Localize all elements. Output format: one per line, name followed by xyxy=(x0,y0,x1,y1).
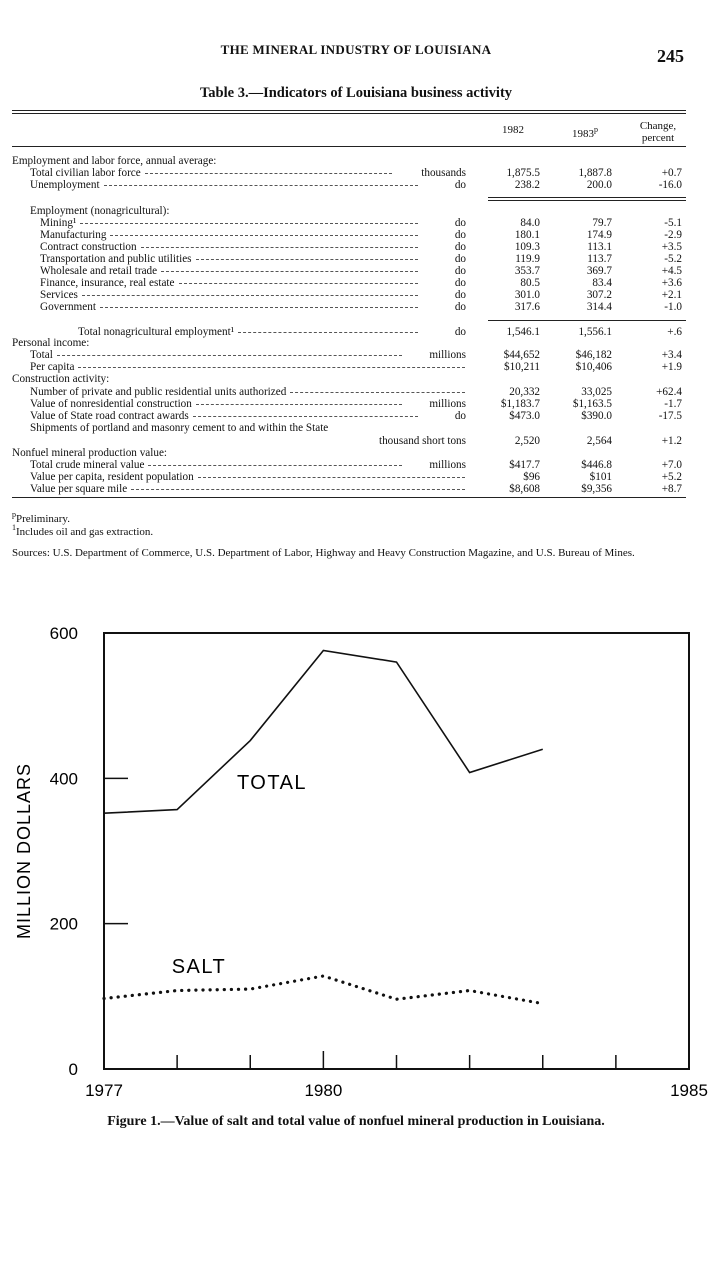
cell-v1982: $8,608 xyxy=(509,483,540,495)
col-header-change: Change, percent xyxy=(639,120,677,144)
header-rule xyxy=(12,146,686,147)
cell-change: +3.6 xyxy=(661,277,682,289)
cell-v1983: 200.0 xyxy=(586,179,612,191)
row-unit: do xyxy=(454,289,466,301)
table-row xyxy=(0,361,712,373)
series-label-salt: SALT xyxy=(171,956,227,978)
series-label-total: TOTAL xyxy=(236,772,308,794)
row-unit: do xyxy=(454,410,466,422)
cell-change: +3.5 xyxy=(661,241,682,253)
table-row xyxy=(0,373,712,385)
dot-leader xyxy=(196,259,418,260)
row-label: Unemployment xyxy=(30,179,100,191)
row-label: Total crude mineral value xyxy=(30,459,145,471)
row-label: Employment (nonagricultural): xyxy=(30,205,170,217)
cell-change: +2.1 xyxy=(661,289,682,301)
row-label: Manufacturing xyxy=(40,229,107,241)
row-label: Value of State road contract awards xyxy=(30,410,189,422)
row-label: Mining¹ xyxy=(40,217,77,229)
cell-v1982: 301.0 xyxy=(514,289,540,301)
cell-change: +1.2 xyxy=(661,435,682,447)
row-label: Nonfuel mineral production value: xyxy=(12,447,168,459)
footnote-oil-gas: $^1$Includes oil and gas extraction. xyxy=(12,523,154,538)
row-label: Shipments of portland and masonry cement to and within the State xyxy=(30,422,329,434)
row-label: Government xyxy=(40,301,96,313)
table-top-rule xyxy=(12,110,686,111)
row-unit: do xyxy=(454,265,466,277)
table-row xyxy=(0,289,712,301)
row-unit: millions xyxy=(429,349,466,361)
row-label: Value of nonresidential construction xyxy=(30,398,192,410)
row-unit: millions xyxy=(429,398,466,410)
x-tick-label: 1980 xyxy=(304,1081,343,1100)
table-row xyxy=(0,459,712,471)
dot-leader xyxy=(148,465,402,466)
cell-change: +7.0 xyxy=(661,459,682,471)
row-label: Transportation and public utilities xyxy=(40,253,192,265)
cell-v1983: 83.4 xyxy=(592,277,612,289)
dot-leader xyxy=(238,332,418,333)
row-label: Total nonagricultural employment¹ xyxy=(78,326,235,338)
table-row xyxy=(0,349,712,361)
cell-v1982: $10,211 xyxy=(504,361,540,373)
row-label: Wholesale and retail trade xyxy=(40,265,158,277)
row-label: Value per capita, resident population xyxy=(30,471,194,483)
row-unit: thousand short tons xyxy=(378,435,466,447)
row-label: Finance, insurance, real estate xyxy=(40,277,175,289)
dot-leader xyxy=(104,185,418,186)
cell-v1982: 2,520 xyxy=(514,435,540,447)
row-label: Total xyxy=(30,349,53,361)
row-unit: do xyxy=(454,217,466,229)
row-label: Value per square mile xyxy=(30,483,128,495)
row-unit: do xyxy=(454,229,466,241)
cell-v1983: 307.2 xyxy=(586,289,612,301)
table-row xyxy=(0,229,712,241)
row-unit: do xyxy=(454,277,466,289)
cell-change: -2.9 xyxy=(664,229,682,241)
table-row xyxy=(0,265,712,277)
row-unit: do xyxy=(454,301,466,313)
cell-change: +0.7 xyxy=(661,167,682,179)
row-unit: do xyxy=(454,253,466,265)
table-row xyxy=(0,471,712,483)
cell-change: -17.5 xyxy=(658,410,682,422)
row-label: Number of private and public residential units authorized xyxy=(30,386,287,398)
row-label: Contract construction xyxy=(40,241,137,253)
cell-v1982: 109.3 xyxy=(514,241,540,253)
table-row xyxy=(0,179,712,191)
dot-leader xyxy=(82,295,418,296)
cell-v1983: 1,556.1 xyxy=(578,326,612,338)
cell-change: -1.0 xyxy=(664,301,682,313)
dot-leader xyxy=(110,235,418,236)
table-row xyxy=(0,386,712,398)
table-row xyxy=(0,277,712,289)
dot-leader xyxy=(145,173,392,174)
dot-leader xyxy=(198,477,465,478)
cell-v1982: 80.5 xyxy=(520,277,540,289)
cell-v1983: 2,564 xyxy=(586,435,612,447)
cell-change: +8.7 xyxy=(661,483,682,495)
row-unit: do xyxy=(454,179,466,191)
dot-leader xyxy=(78,367,465,368)
table-row xyxy=(0,155,712,167)
series-line-salt xyxy=(104,976,543,1004)
cell-change: +4.5 xyxy=(661,265,682,277)
cell-change: -1.7 xyxy=(664,398,682,410)
dot-leader xyxy=(141,247,418,248)
cell-v1983: $446.8 xyxy=(581,459,612,471)
cell-v1983: 113.7 xyxy=(587,253,612,265)
cell-v1983: 113.1 xyxy=(587,241,612,253)
row-label: Personal income: xyxy=(12,337,90,349)
table-row xyxy=(0,483,712,495)
table-top-rule-2 xyxy=(12,113,686,114)
row-label: Services xyxy=(40,289,78,301)
cell-v1982: 1,875.5 xyxy=(506,167,540,179)
table-row xyxy=(0,167,712,179)
table-row xyxy=(0,398,712,410)
cell-v1983: 33,025 xyxy=(581,386,612,398)
cell-v1983: 1,887.8 xyxy=(578,167,612,179)
table-row xyxy=(0,337,712,349)
cell-change: -5.1 xyxy=(664,217,682,229)
cell-v1983: $46,182 xyxy=(575,349,612,361)
cell-v1983: 314.4 xyxy=(586,301,612,313)
section-rule-1b xyxy=(488,200,686,201)
row-label: Employment and labor force, annual average: xyxy=(12,155,217,167)
cell-v1982: 180.1 xyxy=(514,229,540,241)
cell-change: -16.0 xyxy=(658,179,682,191)
x-tick-label: 1977 xyxy=(85,1081,123,1100)
cell-change: +.6 xyxy=(667,326,682,338)
row-label: Total civilian labor force xyxy=(30,167,141,179)
col-header-1983: 1983$^p$ xyxy=(572,125,598,140)
row-unit: thousands xyxy=(421,167,466,179)
cell-v1982: $473.0 xyxy=(509,410,540,422)
cell-v1982: $44,652 xyxy=(503,349,540,361)
cell-v1982: 353.7 xyxy=(514,265,540,277)
cell-v1982: $96 xyxy=(523,471,540,483)
col-header-1982: 1982 xyxy=(502,124,524,136)
footnote-sources: Sources: U.S. Department of Commerce, U.S. Department of Labor, Highway and Heavy Construction Magazine, and U.S. Bureau of Mines. xyxy=(12,547,635,559)
y-tick-label: 0 xyxy=(68,1060,78,1079)
table-row xyxy=(0,217,712,229)
cell-v1983: 369.7 xyxy=(586,265,612,277)
table-row xyxy=(0,205,712,217)
cell-change: +1.9 xyxy=(661,361,682,373)
cell-v1982: 119.9 xyxy=(515,253,540,265)
cell-v1982: 84.0 xyxy=(520,217,540,229)
cell-v1983: $1,163.5 xyxy=(572,398,612,410)
table-row xyxy=(0,447,712,459)
dot-leader xyxy=(196,404,402,405)
row-unit: millions xyxy=(429,459,466,471)
row-unit: do xyxy=(454,241,466,253)
cell-v1982: $417.7 xyxy=(509,459,540,471)
section-rule-1 xyxy=(488,197,686,198)
dot-leader xyxy=(80,223,418,224)
dot-leader xyxy=(179,283,419,284)
table-row xyxy=(0,422,712,434)
table-bottom-rule xyxy=(12,497,686,498)
table-row xyxy=(0,241,712,253)
x-tick-label: 1985 xyxy=(670,1081,708,1100)
page-number: 245 xyxy=(657,46,684,66)
y-tick-label: 600 xyxy=(49,624,78,643)
y-tick-label: 400 xyxy=(49,769,78,789)
cell-v1982: 317.6 xyxy=(514,301,540,313)
series-line-total xyxy=(104,650,543,813)
dot-leader xyxy=(131,489,465,490)
figure-caption: Figure 1.—Value of salt and total value of nonfuel mineral production in Louisiana. xyxy=(107,1114,605,1129)
dot-leader xyxy=(100,307,418,308)
cell-v1983: 174.9 xyxy=(586,229,612,241)
section-rule-2 xyxy=(488,320,686,321)
dot-leader xyxy=(161,271,418,272)
cell-v1982: 20,332 xyxy=(509,386,540,398)
cell-change: +5.2 xyxy=(661,471,682,483)
y-tick-label: 200 xyxy=(49,914,78,934)
table-row xyxy=(0,253,712,265)
footnote-preliminary: $^p$Preliminary. xyxy=(12,510,70,525)
y-axis-label: MILLION DOLLARS xyxy=(14,762,34,940)
row-label: Per capita xyxy=(30,361,75,373)
cell-change: +62.4 xyxy=(656,386,682,398)
dot-leader xyxy=(193,416,418,417)
table-row xyxy=(0,435,712,447)
cell-v1983: $390.0 xyxy=(581,410,612,422)
row-label: Construction activity: xyxy=(12,373,110,385)
table-title: Table 3.—Indicators of Louisiana business activity xyxy=(199,85,513,101)
cell-v1983: $10,406 xyxy=(575,361,612,373)
cell-v1983: 79.7 xyxy=(592,217,612,229)
cell-v1983: $9,356 xyxy=(581,483,612,495)
dot-leader xyxy=(57,355,402,356)
cell-v1982: 1,546.1 xyxy=(506,326,540,338)
table-row xyxy=(0,301,712,313)
cell-v1982: $1,183.7 xyxy=(500,398,540,410)
row-unit: do xyxy=(454,326,466,338)
cell-v1983: $101 xyxy=(589,471,612,483)
dot-leader xyxy=(290,392,465,393)
table-row xyxy=(0,410,712,422)
running-header-title: THE MINERAL INDUSTRY OF LOUISIANA xyxy=(220,42,492,57)
cell-change: +3.4 xyxy=(661,349,682,361)
cell-v1982: 238.2 xyxy=(514,179,540,191)
cell-change: -5.2 xyxy=(664,253,682,265)
plot-frame xyxy=(104,633,689,1069)
